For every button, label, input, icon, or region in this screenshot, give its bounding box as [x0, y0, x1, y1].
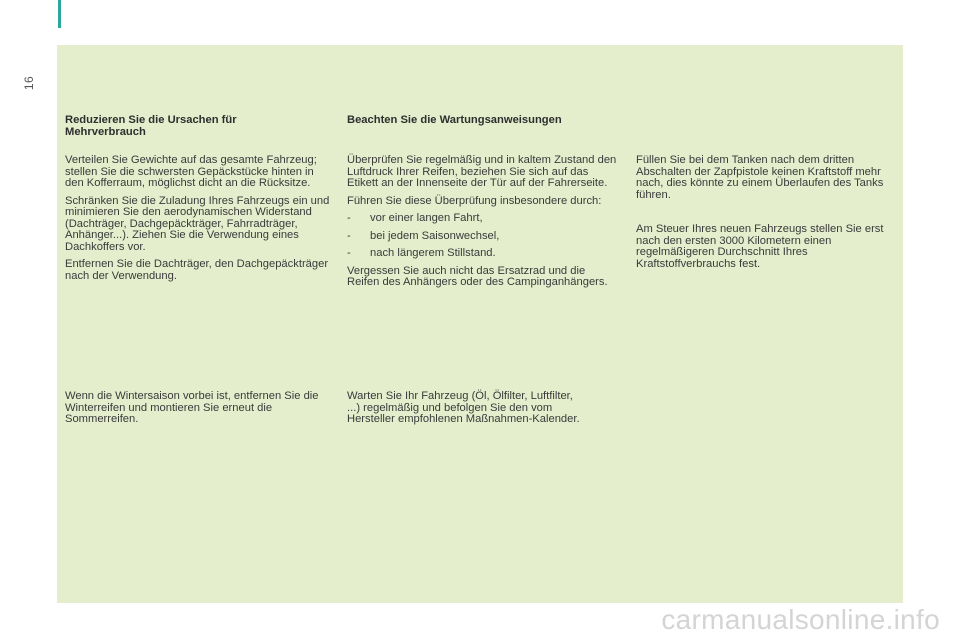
middle-heading: Beachten Sie die Wartungsanweisungen: [347, 114, 562, 126]
middle-paragraph-1: Überprüfen Sie regelmäßig und in kaltem Zustand den Luftdruck Ihrer Reifen, beziehen Sie sich auf das Etikett an der Innenseite der Tür auf der Fahrerseite.: [347, 154, 617, 189]
middle-column-text: [347, 155, 617, 295]
inspection-list: [347, 213, 617, 260]
right-paragraph-1: Füllen Sie bei dem Tanken nach dem dritten Abschalten der Zapfpistole keinen Kraftstoff mehr nach, dies könnte zu einem Überlaufen des Tanks führen.: [636, 154, 884, 201]
list-item-text: bei jedem Saisonwechsel,: [370, 229, 500, 242]
right-column-text: [636, 155, 901, 207]
left-paragraph-3: Entfernen Sie die Dachträger, den Dachgepäckträger nach der Verwendung.: [65, 258, 329, 282]
list-item: [347, 248, 617, 260]
left-heading: Reduzieren Sie die Ursachen für Mehrverbrauch: [65, 114, 237, 138]
list-marker: -: [347, 247, 351, 259]
list-item-text: vor einer langen Fahrt,: [370, 212, 483, 224]
list-item-text: nach längerem Stillstand.: [370, 247, 496, 259]
list-item: [347, 213, 617, 225]
page-number: 16: [22, 75, 37, 91]
left-bottom-text: [65, 391, 330, 432]
list-item: [347, 231, 617, 243]
middle-bottom-text: [347, 391, 582, 432]
left-bottom-paragraph: Wenn die Wintersaison vorbei ist, entfernen Sie die Winterreifen und montieren Sie erneut die Sommerreifen.: [65, 390, 319, 425]
middle-bottom-paragraph: Warten Sie Ihr Fahrzeug (Öl, Ölfilter, Luftfilter, ...) regelmäßig und befolgen Sie den vom Hersteller empfohlenen Maßnahmen-Kalender.: [347, 390, 580, 425]
page-accent-bar: [58, 0, 61, 28]
left-paragraph-1: Verteilen Sie Gewichte auf das gesamte Fahrzeug; stellen Sie die schwersten Gepäckstücke hinten in den Kofferraum, möglichst dicht an die Rücksitze.: [65, 154, 317, 189]
right-column-text-2: [636, 224, 901, 276]
site-watermark: carmanualsonline.info: [661, 604, 940, 635]
left-paragraph-2: Schränken Sie die Zuladung Ihres Fahrzeugs ein und minimieren Sie den aerodynamischen Widerstand (Dachträger, Dachgepäckträger, Fahrradträger, Anhänger...). Ziehen Sie die Verwendung eines Dachkoffers vor.: [65, 194, 330, 253]
list-marker: -: [347, 212, 351, 224]
middle-paragraph-3: Vergessen Sie auch nicht das Ersatzrad und die Reifen des Anhängers oder des Campinganhängers.: [347, 264, 608, 288]
middle-paragraph-2: Führen Sie diese Überprüfung insbesondere durch:: [347, 194, 602, 207]
left-column-text: [65, 155, 335, 288]
right-paragraph-2: Am Steuer Ihres neuen Fahrzeugs stellen Sie erst nach den ersten 3000 Kilometern einen regelmäßigeren Durchschnitt Ihres Kraftstoffverbrauchs fest.: [636, 223, 884, 270]
list-marker: -: [347, 229, 351, 242]
